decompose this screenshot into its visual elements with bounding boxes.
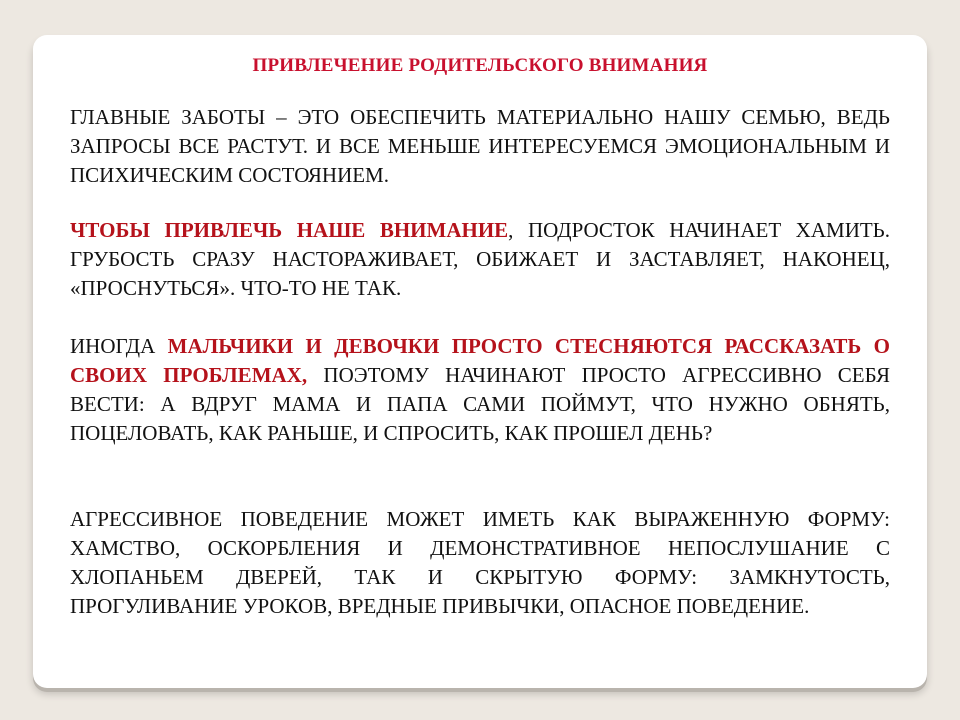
paragraph-aggressive-behavior xyxy=(70,505,890,621)
paragraph-text: АГРЕССИВНОЕ ПОВЕДЕНИЕ МОЖЕТ ИМЕТЬ КАК ВЫРАЖЕННУЮ ФОРМУ: ХАМСТВО, ОСКОРБЛЕНИЯ И ДЕМОНСТРАТИВНОЕ НЕПОСЛУШАНИЕ С ХЛОПАНЬЕМ ДВЕРЕЙ, ТАК И СКРЫТУЮ ФОРМУ: ЗАМКНУТОСТЬ, ПРОГУЛИВАНИЕ УРОКОВ, ВРЕДНЫЕ ПРИВЫЧКИ, ОПАСНОЕ ПОВЕДЕНИЕ. xyxy=(70,507,890,618)
slide-card xyxy=(33,35,927,688)
highlighted-phrase: МАЛЬЧИКИ И ДЕВОЧКИ ПРОСТО СТЕСНЯЮТСЯ РАССКАЗАТЬ О СВОИХ ПРОБЛЕМАХ, xyxy=(70,334,890,387)
paragraph-main-concerns xyxy=(70,103,890,190)
paragraph-lead: ИНОГДА xyxy=(70,334,168,358)
paragraph-shy-children xyxy=(70,332,890,448)
highlighted-phrase: ЧТОБЫ ПРИВЛЕЧЬ НАШЕ ВНИМАНИЕ xyxy=(70,218,509,242)
paragraph-attract-attention xyxy=(70,216,890,303)
paragraph-text: ГЛАВНЫЕ ЗАБОТЫ – ЭТО ОБЕСПЕЧИТЬ МАТЕРИАЛЬНО НАШУ СЕМЬЮ, ВЕДЬ ЗАПРОСЫ ВСЕ РАСТУТ. И ВСЕ МЕНЬШЕ ИНТЕРЕСУЕМСЯ ЭМОЦИОНАЛЬНЫМ И ПСИХИЧЕСКИМ СОСТОЯНИЕМ. xyxy=(70,105,890,187)
paragraph-text: ПОЭТОМУ НАЧИНАЮТ ПРОСТО АГРЕССИВНО СЕБЯ ВЕСТИ: А ВДРУГ МАМА И ПАПА САМИ ПОЙМУТ, ЧТО НУЖНО ОБНЯТЬ, ПОЦЕЛОВАТЬ, КАК РАНЬШЕ, И СПРОСИТЬ, КАК ПРОШЕЛ ДЕНЬ? xyxy=(70,363,890,445)
paragraph-text: , ПОДРОСТОК НАЧИНАЕТ ХАМИТЬ. ГРУБОСТЬ СРАЗУ НАСТОРАЖИВАЕТ, ОБИЖАЕТ И ЗАСТАВЛЯЕТ, НАКОНЕЦ, «ПРОСНУТЬСЯ». ЧТО-ТО НЕ ТАК. xyxy=(70,218,890,300)
slide-title: ПРИВЛЕЧЕНИЕ РОДИТЕЛЬСКОГО ВНИМАНИЯ xyxy=(252,55,708,76)
